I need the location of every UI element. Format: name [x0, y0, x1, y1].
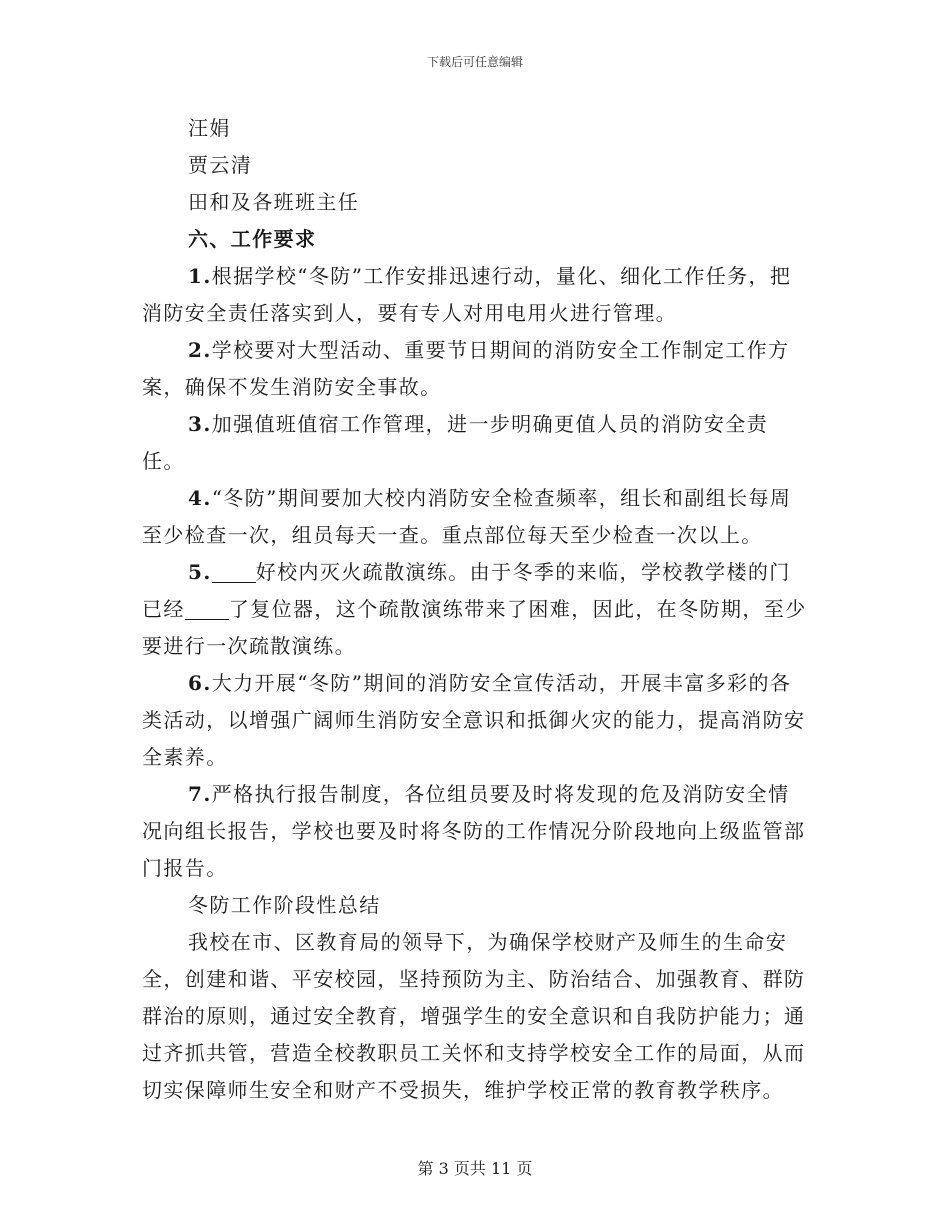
requirement-item: [142, 665, 810, 776]
item-text: 严格执行报告制度，各位组员要及时将发现的危及消防安全情况向组长报告，学校也要及时将冬防的工作情况分阶段地向上级监管部门报告。: [142, 782, 806, 880]
blank-underline: [212, 562, 256, 583]
name-line: 汪娟: [188, 116, 231, 140]
blank-underline: [185, 599, 229, 620]
page-footer: 第 3 页共 11 页: [417, 1159, 533, 1178]
item-number: 2.: [188, 338, 212, 362]
item-number: 5.: [188, 560, 212, 584]
summary-paragraph: 我校在市、区教育局的领导下，为确保学校财产及师生的生命安全，创建和谐、平安校园，坚持预防为主、防治结合、加强教育、群防群治的原则，通过安全教育，增强学生的安全意识和自我防护能力；通过齐抓共管，营造全校教职员工关怀和支持学校安全工作的局面，从而切实保障师生安全和财产不受损失，维护学校正常的教育教学秩序。: [142, 930, 806, 1102]
item-number: 4.: [188, 486, 212, 510]
item-number: 3.: [188, 412, 212, 436]
requirement-item: [142, 332, 810, 406]
name-line: 贾云清: [188, 153, 253, 177]
requirement-item: [142, 776, 810, 887]
item-text: 了复位器，这个疏散演练带来了困难，因此，在冬防期，至少要进行一次疏散演练。: [142, 597, 807, 658]
item-text: 好校内灭火疏散演练。由于冬季的来临，学校教学楼的门已经: [142, 560, 791, 621]
item-text: 根据学校“冬防”工作安排迅速行动，量化、细化工作任务，把消防安全责任落实到人，要有专人对用电用火进行管理。: [142, 264, 792, 325]
page-header: 下载后可任意编辑: [426, 55, 523, 69]
item-text: 加强值班值宿工作管理，进一步明确更值人员的消防安全责任。: [142, 412, 769, 473]
item-text: “冬防”期间要加大校内消防安全检查频率，组长和副组长每周至少检查一次，组员每天一查。重点部位每天至少检查一次以上。: [142, 486, 792, 547]
requirement-item: [142, 258, 810, 332]
item-text: 大力开展“冬防”期间的消防安全宣传活动，开展丰富多彩的各类活动，以增强广阔师生消防安全意识和抵御火灾的能力，提高消防安全素养。: [142, 671, 806, 769]
document-body: [142, 110, 810, 1109]
item-number: 6.: [188, 671, 212, 695]
requirement-item: [142, 406, 810, 480]
requirement-item: [142, 554, 810, 665]
summary-title: 冬防工作阶段性总结: [188, 893, 381, 917]
item-number: 1.: [188, 264, 212, 288]
item-text: 学校要对大型活动、重要节日期间的消防安全工作制定工作方案，确保不发生消防安全事故。: [142, 338, 790, 399]
requirement-item: [142, 480, 810, 554]
name-line: 田和及各班班主任: [188, 190, 360, 214]
section-heading: 六、工作要求: [188, 227, 317, 251]
item-number: 7.: [188, 782, 212, 806]
